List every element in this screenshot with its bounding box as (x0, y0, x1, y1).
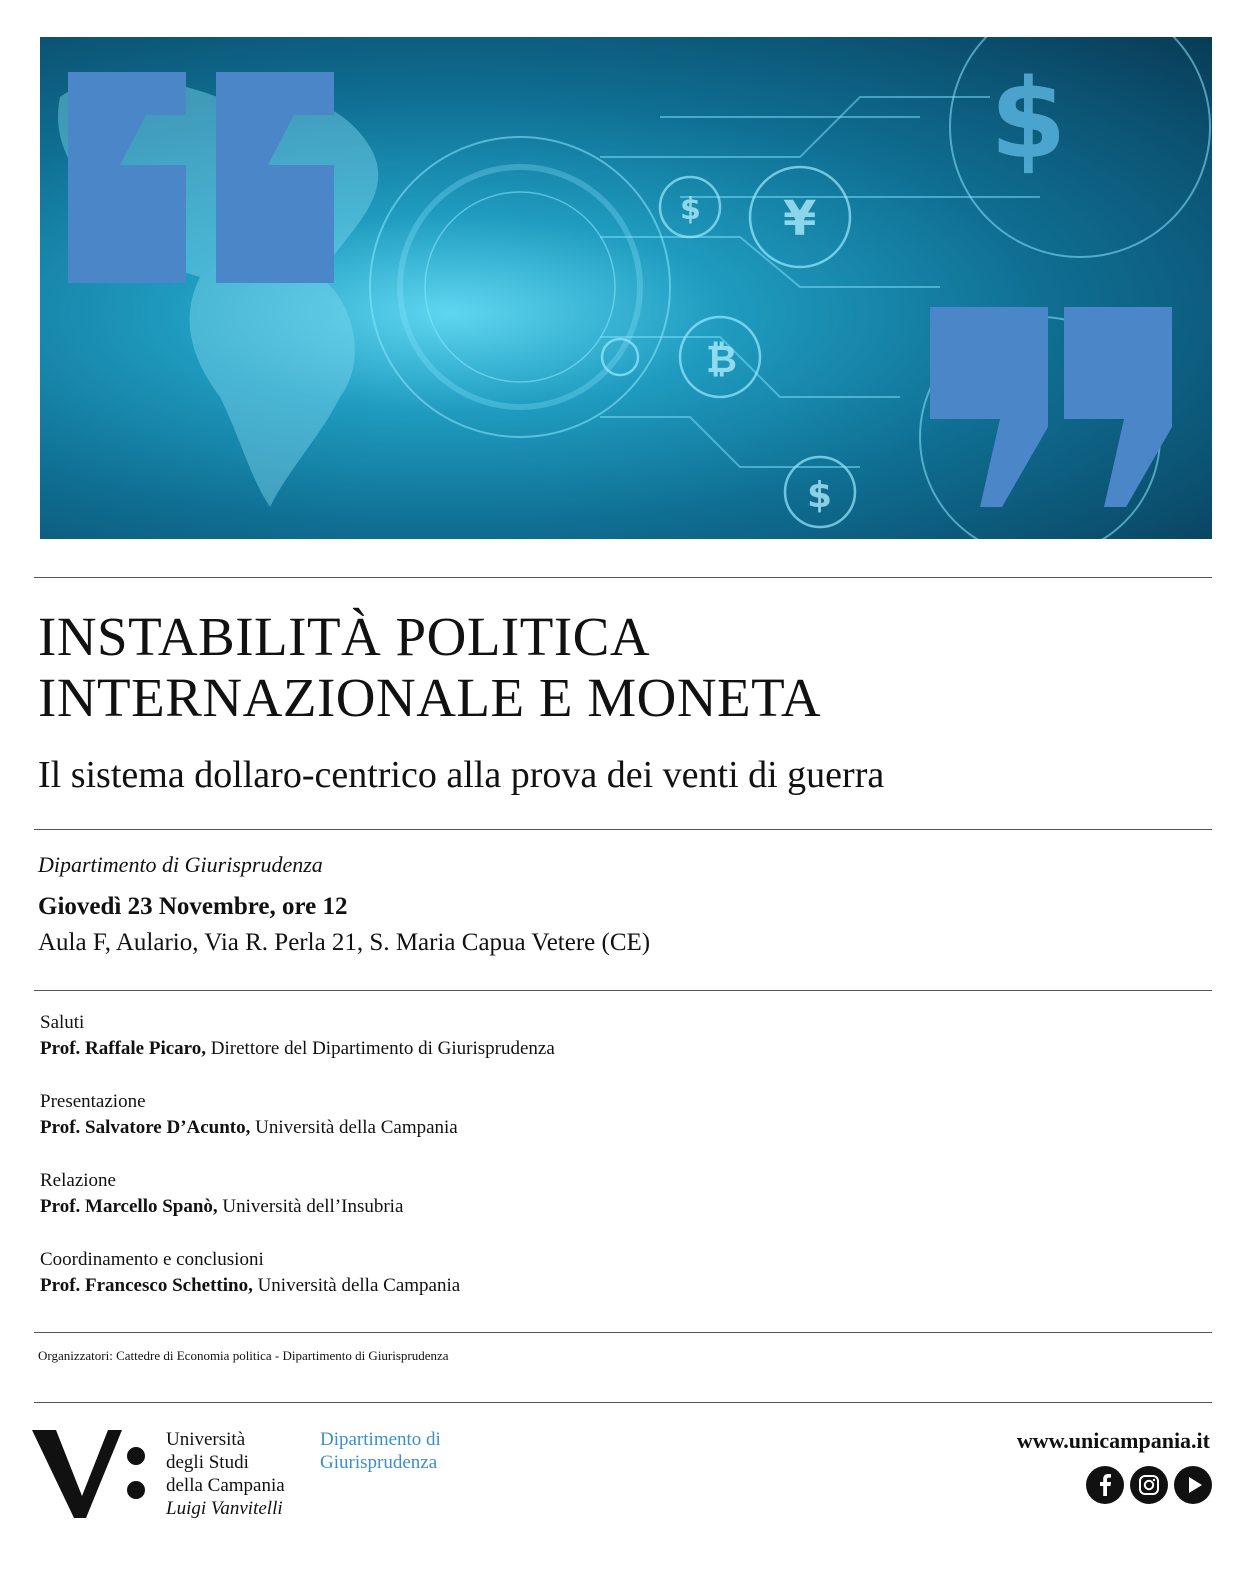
program-role: Saluti (40, 1012, 85, 1033)
event-title (38, 606, 821, 728)
university-name (166, 1428, 285, 1520)
hero-graphic (40, 37, 1212, 539)
program-role: Coordinamento e conclusioni (40, 1249, 264, 1270)
hero-image (40, 37, 1212, 539)
website-link[interactable]: www.unicampania.it (1016, 1428, 1210, 1453)
closing-quote-icon (930, 307, 1172, 507)
program-item (40, 1089, 555, 1168)
university-name-line: degli Studi (166, 1452, 249, 1473)
divider (34, 829, 1212, 830)
svg-text:¥: ¥ (783, 191, 817, 247)
speaker-name: Prof. Francesco Schettino, (40, 1275, 253, 1296)
title-line-1: INSTABILITÀ POLITICA (38, 606, 651, 667)
speaker-name: Prof. Raffale Picaro, (40, 1038, 207, 1059)
university-signature: Luigi Vanvitelli (166, 1498, 283, 1519)
svg-text:$: $ (680, 192, 701, 227)
youtube-icon[interactable] (1174, 1466, 1212, 1504)
program-speaker-line (40, 1273, 555, 1299)
program-item (40, 1247, 555, 1326)
program-list (40, 1010, 555, 1326)
speaker-name: Prof. Salvatore D’Acunto, (40, 1117, 251, 1138)
department-logo-line: Dipartimento di (320, 1429, 441, 1450)
event-date-time: Giovedì 23 Novembre, ore 12 (38, 893, 348, 920)
program-role: Relazione (40, 1170, 116, 1191)
instagram-icon[interactable] (1130, 1466, 1168, 1504)
organizers-note: Organizzatori: Cattedre di Economia politica - Dipartimento di Giurisprudenza (38, 1348, 449, 1363)
facebook-icon[interactable] (1086, 1466, 1124, 1504)
program-speaker-line (40, 1194, 555, 1220)
svg-text:₿: ₿ (706, 337, 737, 381)
university-name-line: della Campania (166, 1475, 285, 1496)
department-logo-line: Giurisprudenza (320, 1452, 438, 1473)
department-name: Dipartimento di Giurisprudenza (38, 852, 323, 877)
event-subtitle: Il sistema dollaro-centrico alla prova dei venti di guerra (38, 754, 885, 796)
radar-rings (370, 37, 1210, 539)
program-speaker-line (40, 1036, 555, 1062)
title-line-2: INTERNAZIONALE E MONETA (38, 667, 822, 728)
speaker-affiliation: Università della Campania (252, 1275, 461, 1296)
svg-text:$: $ (990, 55, 1067, 183)
divider (34, 990, 1212, 991)
program-role: Presentazione (40, 1091, 146, 1112)
department-logo-text (320, 1428, 441, 1474)
divider (34, 1402, 1212, 1403)
university-logo-icon (30, 1428, 150, 1520)
program-item (40, 1010, 555, 1089)
speaker-name: Prof. Marcello Spanò, (40, 1196, 218, 1217)
university-name-line: Università (166, 1429, 246, 1450)
divider (34, 1332, 1212, 1333)
speaker-affiliation: Università della Campania (250, 1117, 458, 1138)
event-location: Aula F, Aulario, Via R. Perla 21, S. Maria Capua Vetere (CE) (38, 929, 651, 956)
program-item (40, 1168, 555, 1247)
program-speaker-line (40, 1115, 555, 1141)
divider (34, 577, 1212, 578)
speaker-affiliation: Direttore del Dipartimento di Giurisprudenza (206, 1038, 555, 1059)
speaker-affiliation: Università dell’Insubria (217, 1196, 404, 1217)
svg-text:$: $ (807, 475, 833, 516)
